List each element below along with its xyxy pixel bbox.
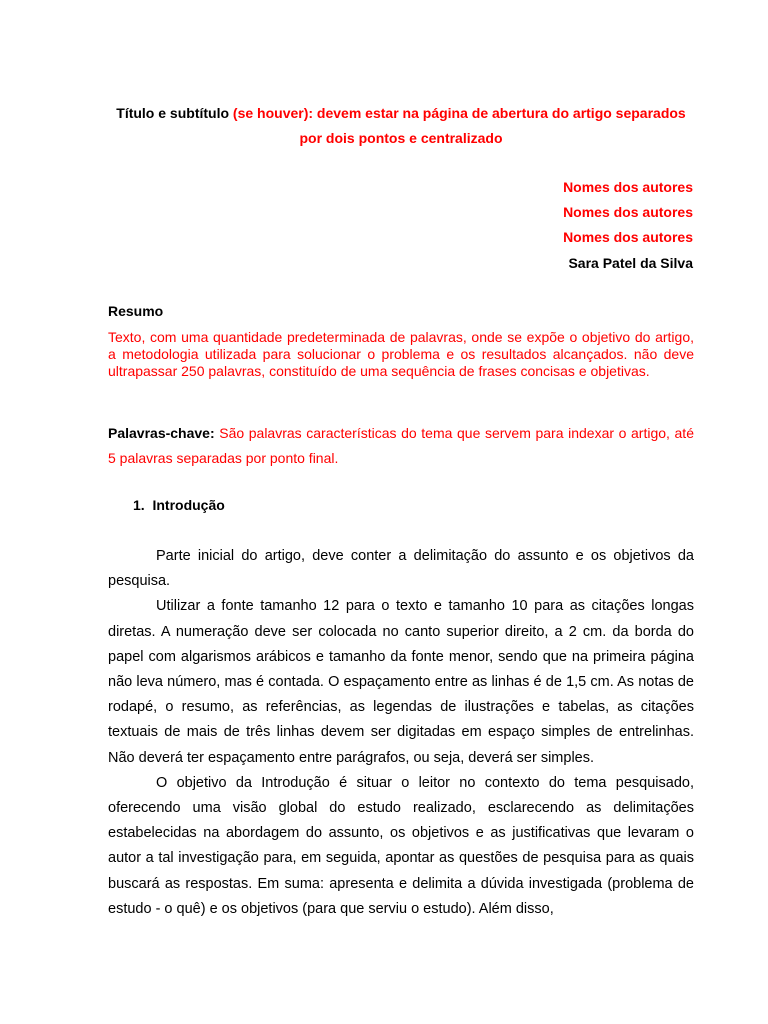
intro-title: Introdução	[152, 497, 225, 513]
intro-number: 1.	[133, 497, 145, 513]
intro-paragraph-3: O objetivo da Introdução é situar o leitor no contexto do tema pesquisado, oferecendo uma visão global do estudo realizado, esclarecendo as delimitações estabelecidas na abordagem do assunto, os objetivos e as justificativas que levaram o autor a tal investigação para, em seguida, apontar as questões de pesquisa para as quais buscará as respostas. Em suma: apresenta e delimita a dúvida investigada (problema de estudo - o quê) e os objetivos (para que serviu o estudo). Além disso,	[108, 774, 694, 917]
author-name: Sara Patel da Silva	[568, 255, 693, 271]
intro-paragraph-2: Utilizar a fonte tamanho 12 para o texto e tamanho 10 para as citações longas diretas. A numeração deve ser colocada no canto superior direito, a 2 cm. da borda do papel com algarismos arábicos e tamanho da fonte menor, sendo que na primeira página não leva número, mas é contada. O espaçamento entre as linhas é de 1,5 cm. As notas de rodapé, o resumo, as referências, as legendas de ilustrações e tabelas, as citações textuais de mais de três linhas devem ser digitadas em espaço simples de entrelinhas. Não deverá ter espaçamento entre parágrafos, ou seja, deverá ser simples.	[108, 598, 694, 766]
intro-paragraph-1: Parte inicial do artigo, deve conter a delimitação do assunto e os objetivos da pesquisa.	[108, 548, 694, 590]
author-placeholder-2: Nomes dos autores	[563, 204, 693, 220]
author-placeholder-1: Nomes dos autores	[563, 179, 693, 195]
keywords-label: Palavras-chave:	[108, 425, 220, 441]
title-red-part: (se houver): devem estar na página de abertura do artigo separados por dois pontos e centralizado	[232, 105, 686, 146]
author-placeholder-3: Nomes dos autores	[563, 229, 693, 245]
abstract-heading: Resumo	[108, 303, 164, 319]
article-title	[108, 101, 694, 151]
title-black-part: Título e subtítulo	[116, 105, 233, 121]
intro-section-heading	[133, 497, 225, 513]
keywords-text: São palavras características do tema que servem para indexar o artigo, até 5 palavras separadas por ponto final.	[108, 425, 694, 466]
intro-body	[108, 544, 694, 922]
keywords-paragraph	[108, 421, 694, 471]
abstract-text: Texto, com uma quantidade predeterminada de palavras, onde se expõe o objetivo do artigo, a metodologia utilizada para solucionar o problema e os resultados alcançados. não deve ultrapassar 250 palavras, constituído de uma sequência de frases concisas e objetivas.	[108, 329, 694, 379]
